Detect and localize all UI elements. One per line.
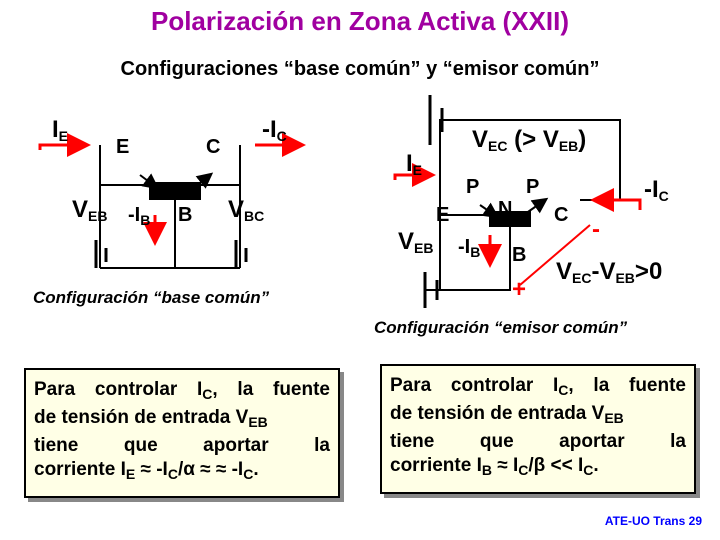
minus-sign: - — [592, 216, 600, 243]
plus-sign: + — [512, 276, 527, 303]
top-wire — [440, 120, 470, 145]
label-p-left: P — [466, 176, 480, 198]
page-title: Polarización en Zona Activa (XXII) — [150, 6, 570, 36]
caption-common-emitter: Configuración “emisor común” — [374, 318, 628, 337]
right-note-line4: corriente $I_B \approx I_C/\beta << I_C$. — [390, 455, 599, 478]
label-vec-condition: $V_{EC}-V_{EB}>0$ — [556, 258, 663, 286]
left-note-line3: tiene que aportar la — [34, 435, 330, 456]
label-ic: $-I_C$ — [262, 116, 287, 144]
label-emitter: E — [116, 136, 130, 158]
ic-arrow-r — [596, 200, 640, 210]
label-base-r: B — [512, 244, 527, 266]
collector-arrow-r — [525, 200, 545, 214]
label-collector-r: C — [554, 204, 569, 226]
common-emitter-note — [380, 364, 696, 494]
label-ie-r: $I_E$ — [406, 150, 423, 178]
label-ie: $I_E$ — [52, 116, 69, 144]
caption-common-base: Configuración “base común” — [33, 288, 270, 307]
page-subtitle: Configuraciones “base común” y “emisor común” — [120, 58, 600, 80]
label-veb: $V_{EB}$ — [72, 196, 108, 224]
label-p-right: P — [526, 176, 540, 198]
right-note-line1: Para controlar $I_C$, la fuente — [390, 375, 686, 398]
label-ib: $-I_B$ — [128, 204, 151, 228]
ie-arrow — [40, 145, 85, 150]
label-emitter-r: E — [436, 204, 450, 226]
left-note-line1: Para controlar $I_C$, la fuente — [34, 379, 330, 402]
label-ib-r: $-I_B$ — [458, 236, 481, 260]
label-collector: C — [206, 136, 221, 158]
label-n: N — [498, 198, 513, 220]
label-base: B — [178, 204, 193, 226]
label-vec: $V_{EC}$ (> $V_{EB}$) — [472, 126, 587, 154]
common-base-note — [24, 368, 340, 498]
right-note-line2: de tensión de entrada $V_{EB}$ — [390, 403, 624, 426]
label-vbc: $V_{BC}$ — [228, 196, 265, 224]
right-note-line3: tiene que aportar la — [390, 431, 686, 452]
common-base-circuit — [96, 145, 246, 268]
label-ic-r: $-I_C$ — [644, 176, 669, 204]
slide-footer: ATE-UO Trans 29 — [604, 514, 702, 528]
left-note-line2: de tensión de entrada $V_{EB}$ — [34, 407, 268, 430]
left-note-line4: corriente $I_E \approx -I_C/\alpha$ ≈ ≈ $-I_C$. — [34, 459, 259, 482]
label-veb-r: $V_{EB}$ — [398, 228, 434, 256]
transistor-base-bar — [150, 183, 200, 199]
